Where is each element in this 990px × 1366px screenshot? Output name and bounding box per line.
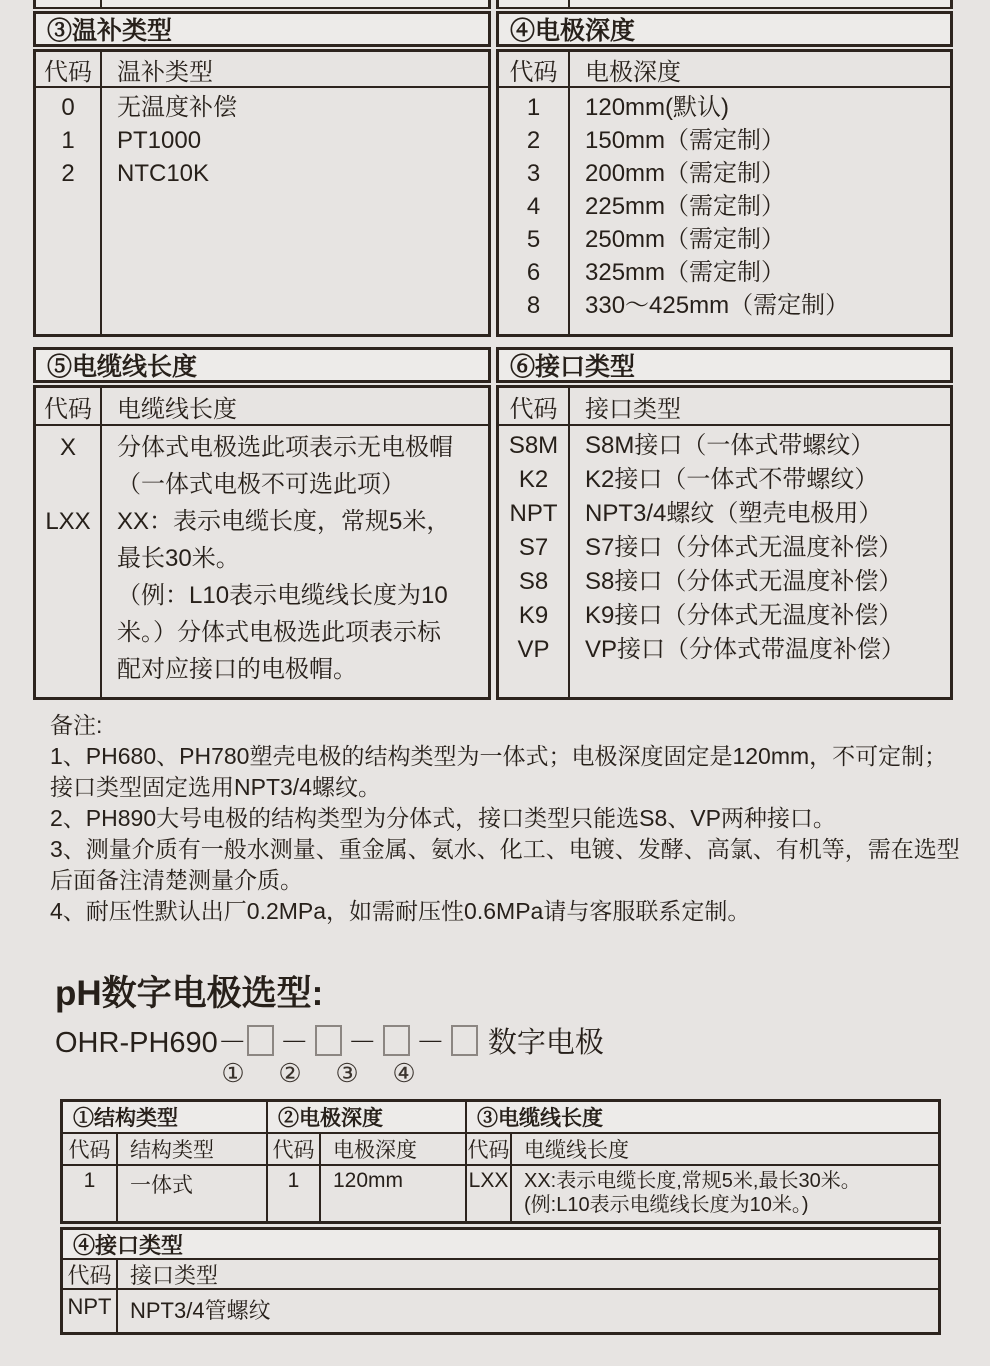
- table-row: [499, 531, 950, 565]
- note-line: 4、耐压性默认出厂0.2MPa，如需耐压性0.6MPa请与客服联系定制。: [50, 898, 751, 924]
- table-band-title: [496, 347, 953, 383]
- desc-cell: 无温度补偿: [117, 94, 237, 121]
- desc-cell: 一体式: [118, 1166, 268, 1221]
- code-cell: K2: [518, 466, 549, 493]
- table-row: [36, 503, 488, 688]
- cutoff-table-fragment: [496, 0, 953, 9]
- desc-cell: K9接口（分体式无温度补偿）: [585, 602, 903, 629]
- code-cell: 2: [526, 127, 541, 154]
- desc-cell: 250mm（需定制）: [585, 226, 786, 253]
- table-interface-type: [496, 347, 953, 700]
- table-row: [499, 633, 950, 667]
- code-column-header: 代码: [63, 1260, 118, 1290]
- desc-cell: 120mm(默认): [585, 94, 730, 121]
- marker-3: ③: [335, 1058, 359, 1088]
- code-cell: NPT: [63, 1290, 118, 1332]
- desc-line: 最长30米。: [117, 545, 240, 572]
- table-electrode-depth: [496, 0, 953, 337]
- code-cell: NPT: [509, 500, 558, 527]
- code-cell: LXX: [467, 1166, 512, 1221]
- code-column-header: 代码: [467, 1134, 512, 1166]
- table-row: [499, 190, 950, 223]
- desc-line: （一体式电极不可选此项）: [117, 471, 405, 498]
- table-body: [36, 88, 488, 332]
- table-body: [499, 426, 950, 693]
- note-line: 接口类型固定选用NPT3/4螺纹。: [50, 774, 381, 800]
- model-dash: －: [279, 1026, 309, 1059]
- table-band-title: [496, 11, 953, 47]
- table-row: [499, 124, 950, 157]
- code-cell: 6: [526, 259, 541, 286]
- band-title-text: ⑤电缆线长度: [47, 353, 198, 381]
- desc-column-header: 电缆线长度: [512, 1134, 938, 1166]
- model-option-box-4: [451, 1025, 478, 1056]
- note-line: 1、PH680、PH780塑壳电极的结构类型为一体式；电极深度固定是120mm，不可定制；: [50, 743, 948, 769]
- code-column-header: 代码: [63, 1134, 118, 1166]
- band-electrode-depth: ②电极深度: [268, 1102, 467, 1134]
- desc-cell: [100, 429, 488, 503]
- desc-line: 米。）分体式电极选此项表示标: [117, 619, 441, 646]
- note-line: 3、测量介质有一般水测量、重金属、氨水、化工、电镀、发酵、高氯、有机等，需在选型: [50, 836, 960, 862]
- code-cell: X: [59, 434, 76, 461]
- table-row: [36, 157, 488, 190]
- desc-line: (例:L10表示电缆线长度为10米。): [524, 1194, 809, 1216]
- model-marker-row: [55, 1058, 555, 1088]
- band-title-text: ③温补类型: [47, 17, 173, 45]
- code-cell: 5: [526, 226, 541, 253]
- desc-cell: PT1000: [117, 127, 202, 154]
- band-title-text: ④电极深度: [510, 17, 636, 45]
- desc-line: （例：L10表示电缆线长度为10: [117, 582, 448, 609]
- model-dash: －: [347, 1026, 377, 1059]
- code-cell: 0: [61, 94, 75, 121]
- table-row: [499, 289, 950, 322]
- code-column-header: 代码: [44, 58, 92, 86]
- table-body: [36, 426, 488, 693]
- desc-cell: VP接口（分体式带温度补偿）: [585, 636, 906, 663]
- desc-column-header: 电缆线长度: [117, 395, 237, 423]
- ph690-interface-table: [60, 1227, 941, 1335]
- code-cell: S8: [518, 568, 549, 595]
- notes-title: 备注:: [50, 712, 103, 738]
- desc-cell: 200mm（需定制）: [585, 160, 786, 187]
- model-suffix: 数字电极: [487, 1026, 604, 1059]
- desc-cell: NTC10K: [117, 160, 210, 187]
- band-structure-type: ①结构类型: [63, 1102, 268, 1134]
- desc-line: XX:表示电缆长度,常规5米,最长30米。: [524, 1170, 861, 1192]
- desc-cell: 330～425mm（需定制）: [585, 292, 850, 319]
- table-tempcomp-type: [33, 0, 491, 337]
- table-row: [499, 157, 950, 190]
- desc-cell: NPT3/4螺纹（塑壳电极用）: [585, 500, 883, 527]
- desc-column-header: 电极深度: [585, 58, 681, 86]
- desc-cell: 325mm（需定制）: [585, 259, 786, 286]
- code-column-header: 代码: [509, 58, 558, 86]
- table-row: [499, 429, 950, 463]
- table-row: [499, 223, 950, 256]
- code-cell: 1: [268, 1166, 321, 1221]
- cutoff-table-fragment: [33, 0, 491, 9]
- table-row: [499, 599, 950, 633]
- code-cell: K9: [518, 602, 549, 629]
- code-cell: S7: [518, 534, 549, 561]
- code-cell: 3: [526, 160, 541, 187]
- section-heading: pH数字电极选型:: [55, 974, 324, 1013]
- model-dash: －: [415, 1026, 445, 1059]
- desc-line: XX：表示电缆长度，常规5米，: [117, 508, 451, 535]
- model-option-box-2: [315, 1025, 342, 1056]
- band-title-text: ⑥接口类型: [510, 353, 636, 381]
- code-cell: VP: [517, 636, 550, 663]
- desc-column-header: 接口类型: [118, 1260, 938, 1290]
- table-row: [499, 91, 950, 124]
- desc-column-header: 接口类型: [585, 395, 681, 423]
- marker-4: ④: [392, 1058, 416, 1088]
- desc-cell: S8M接口（一体式带螺纹）: [585, 432, 875, 459]
- table-band-title: [33, 11, 491, 47]
- table-header-row: [36, 388, 488, 426]
- table-header-row: [499, 52, 950, 88]
- desc-column-header: 电极深度: [321, 1134, 467, 1166]
- table-body: [499, 88, 950, 332]
- desc-cell: S8接口（分体式无温度补偿）: [585, 568, 903, 595]
- code-cell: 1: [526, 94, 541, 121]
- note-line: 后面备注清楚测量介质。: [50, 867, 303, 893]
- desc-column-header: 温补类型: [117, 58, 213, 86]
- desc-cell: K2接口（一体式不带螺纹）: [585, 466, 879, 493]
- note-line: 2、PH890大号电极的结构类型为分体式，接口类型只能选S8、VP两种接口。: [50, 805, 836, 831]
- table-cable-length: [33, 347, 491, 700]
- code-cell: 1: [63, 1166, 118, 1221]
- code-cell: LXX: [45, 508, 91, 535]
- marker-2: ②: [278, 1058, 302, 1088]
- table-row: [499, 256, 950, 289]
- desc-line: 配对应接口的电极帽。: [117, 656, 357, 683]
- desc-cell: 120mm: [321, 1166, 467, 1221]
- code-cell: 4: [526, 193, 541, 220]
- code-cell: 1: [61, 127, 75, 154]
- table-row: [499, 497, 950, 531]
- notes-block: [50, 710, 960, 927]
- table-header-row: [36, 52, 488, 88]
- table-row: [36, 91, 488, 124]
- ph690-selection-table: [60, 1099, 941, 1224]
- desc-line: 分体式电极选此项表示无电极帽: [117, 434, 453, 461]
- table-row: [36, 429, 488, 503]
- desc-cell: [512, 1166, 938, 1221]
- desc-cell: 225mm（需定制）: [585, 193, 786, 220]
- band-interface-type: ④接口类型: [63, 1230, 938, 1260]
- marker-1: ①: [221, 1058, 245, 1088]
- desc-cell: 150mm（需定制）: [585, 127, 786, 154]
- desc-column-header: 结构类型: [118, 1134, 268, 1166]
- desc-cell: NPT3/4管螺纹: [130, 1298, 271, 1323]
- code-column-header: 代码: [268, 1134, 321, 1166]
- model-option-box-1: [247, 1025, 274, 1056]
- band-cable-length: ③电缆线长度: [467, 1102, 938, 1134]
- table-row: [499, 565, 950, 599]
- table-row: [36, 124, 488, 157]
- model-prefix: OHR-PH690－: [55, 1026, 247, 1059]
- model-code-line: [55, 1020, 604, 1060]
- code-column-header: 代码: [509, 395, 558, 423]
- code-cell: 2: [61, 160, 75, 187]
- code-cell: S8M: [508, 432, 559, 459]
- table-header-row: [499, 388, 950, 426]
- desc-cell: S7接口（分体式无温度补偿）: [585, 534, 903, 561]
- code-cell: 8: [526, 292, 541, 319]
- desc-cell: [100, 503, 488, 688]
- model-option-box-3: [383, 1025, 410, 1056]
- table-band-title: [33, 347, 491, 383]
- table-row: [499, 463, 950, 497]
- code-column-header: 代码: [44, 395, 92, 423]
